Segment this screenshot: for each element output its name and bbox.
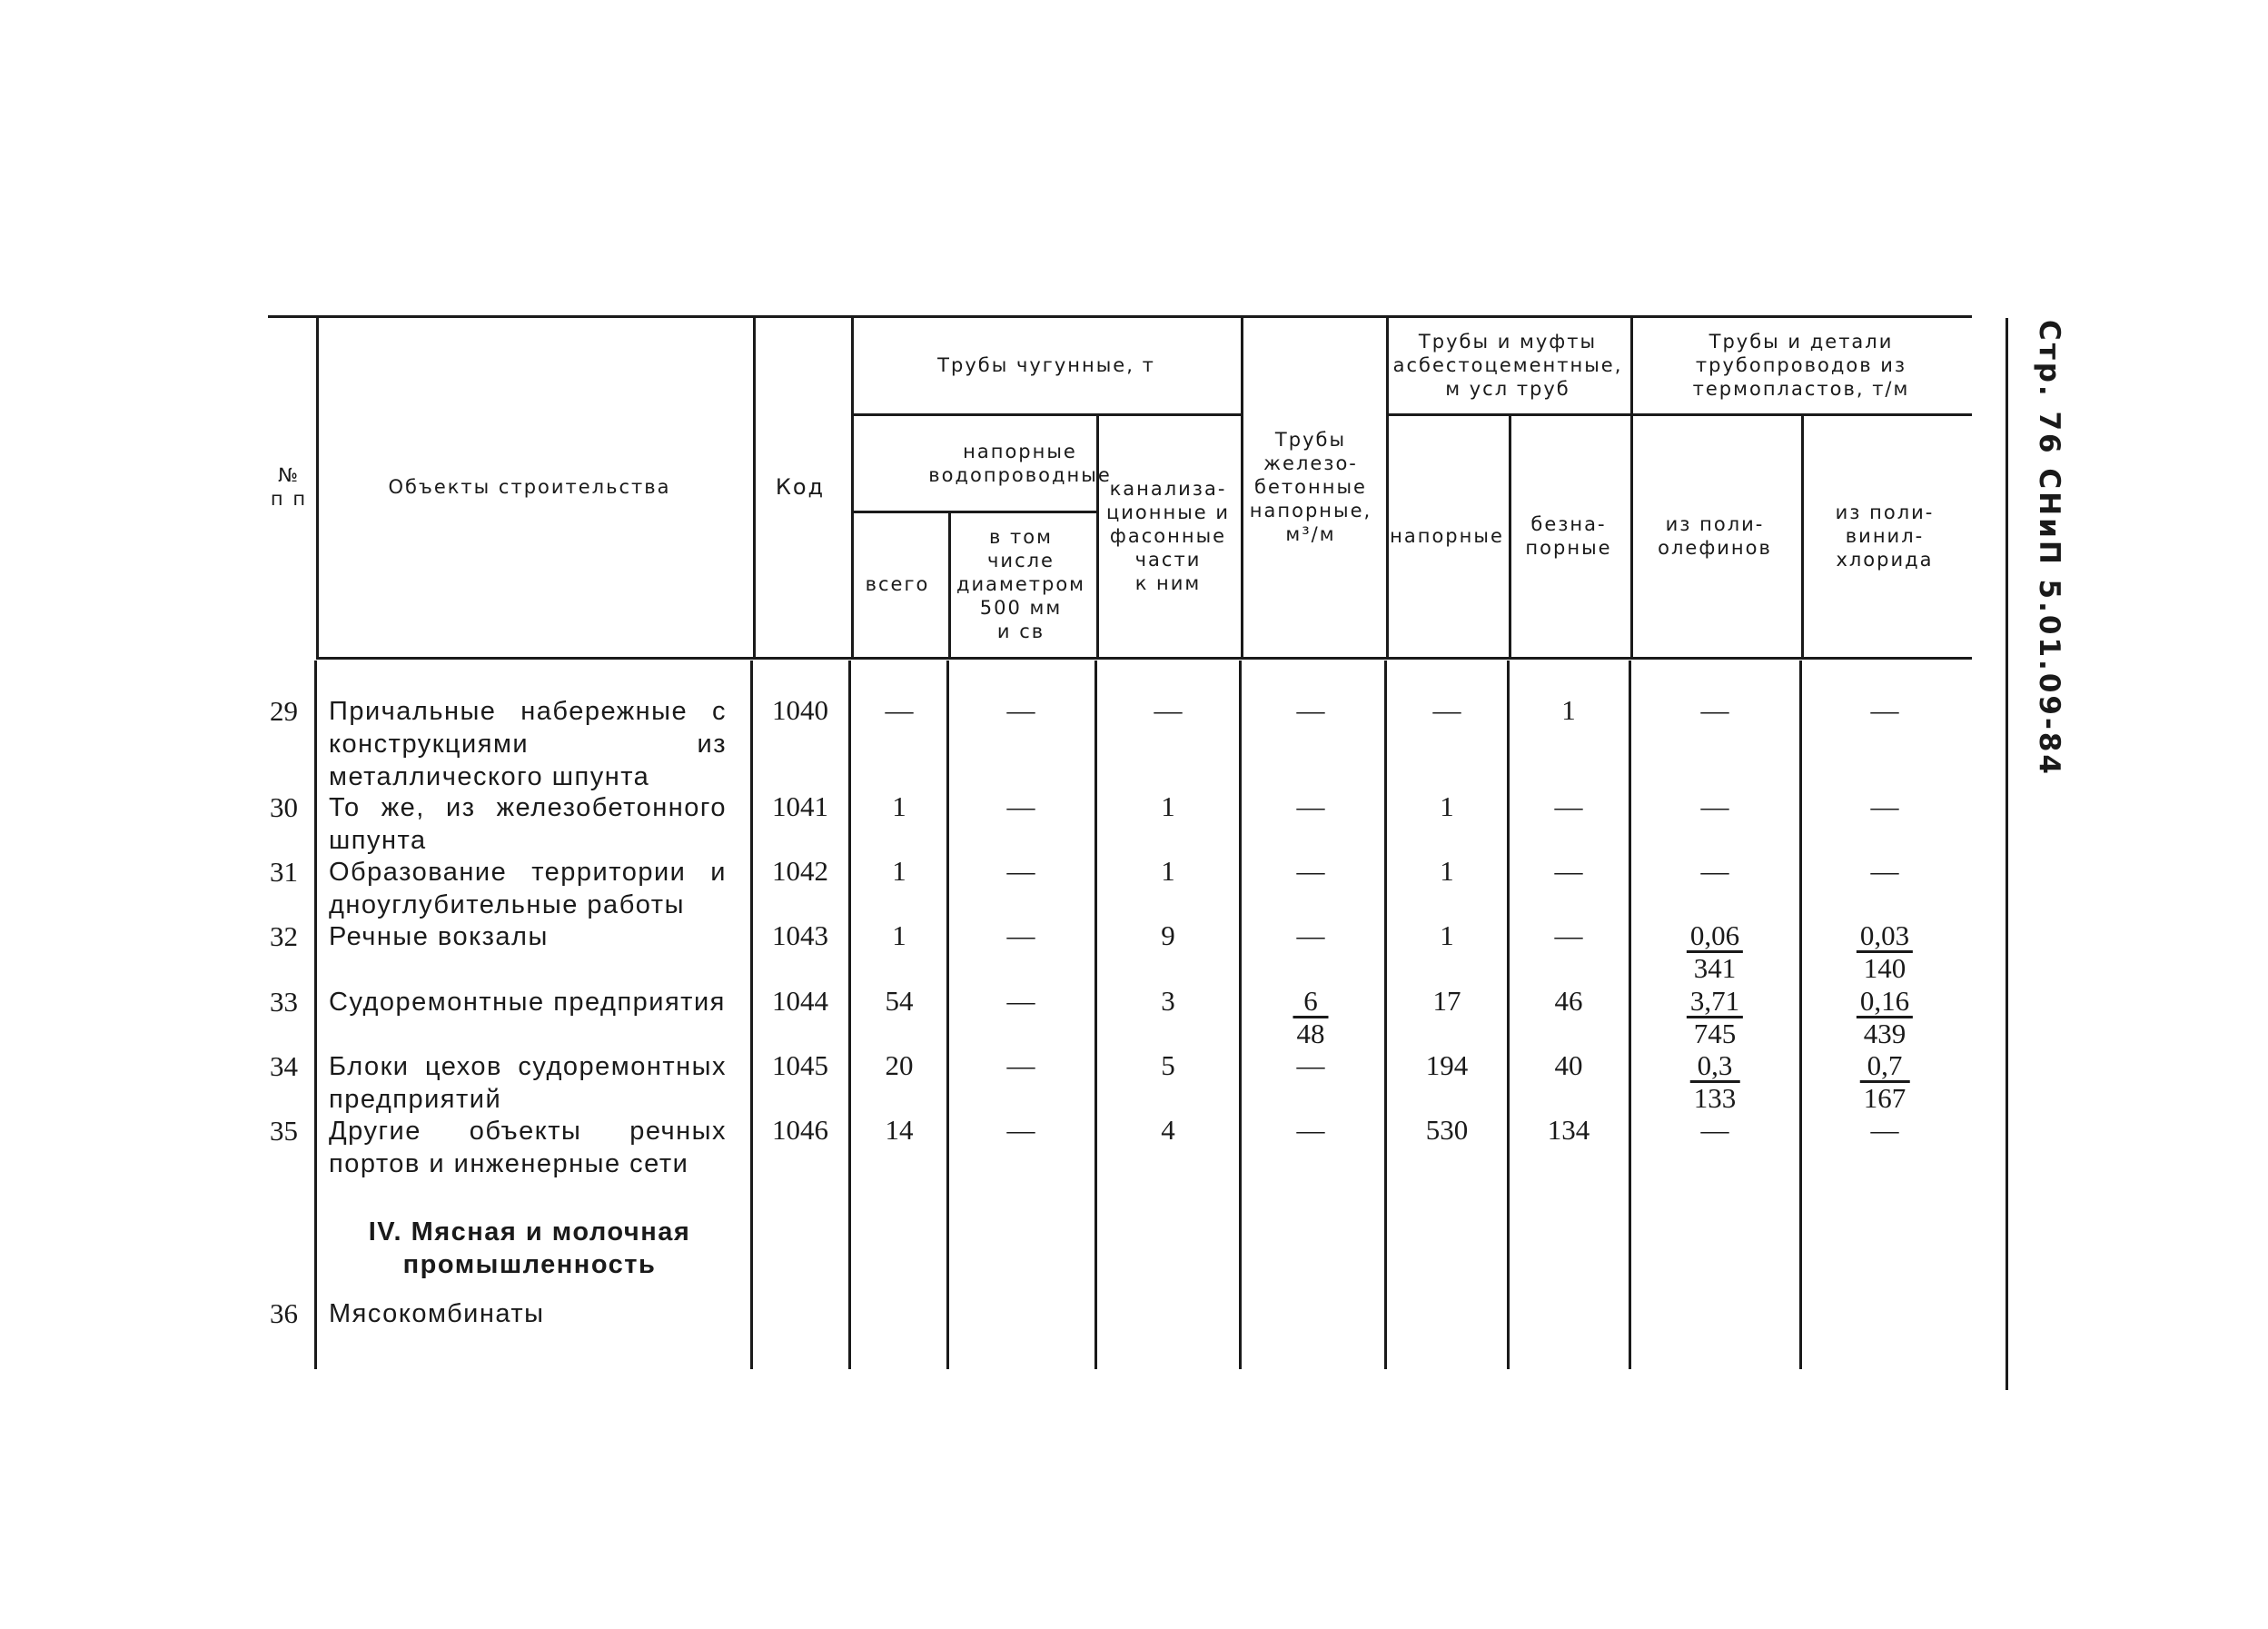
page-label: Стр. 76 СНиП 5.01.09-84 bbox=[2033, 320, 2065, 777]
fraction-cell-c4 bbox=[1293, 986, 1329, 1048]
header-cast-iron: Трубы чугунные, т bbox=[937, 354, 1155, 376]
header-objects: Объекты строительства bbox=[388, 476, 671, 498]
value-cell-c1: 1 bbox=[892, 919, 906, 951]
fraction-cell-c4-numerator: 6 bbox=[1293, 986, 1329, 1018]
value-cell-c1: 1 bbox=[892, 790, 906, 822]
value-cell-c6: 40 bbox=[1554, 1049, 1583, 1081]
object-name: Образование территории и дноуглубительные работы bbox=[329, 858, 727, 919]
body-vline-c3 bbox=[1239, 661, 1242, 1369]
header-vline-c7 bbox=[1801, 413, 1804, 657]
value-cell-c1: 1 bbox=[892, 855, 906, 887]
code-cell: 1041 bbox=[772, 790, 828, 822]
value-cell-c7: — bbox=[1700, 855, 1729, 887]
fraction-cell-c7 bbox=[1687, 986, 1743, 1048]
body-vline-c4 bbox=[1384, 661, 1387, 1369]
value-cell-c8: — bbox=[1870, 694, 1899, 726]
fraction-cell-c8-denominator: 439 bbox=[1863, 1018, 1907, 1049]
header-pressure-water: напорные водопроводные bbox=[928, 441, 1112, 486]
fraction-cell-c7-denominator: 745 bbox=[1693, 1018, 1737, 1049]
section-heading: IV. Мясная и молочная промышленность bbox=[368, 1217, 691, 1279]
header-vline-c6 bbox=[1630, 318, 1633, 657]
value-cell-c8: — bbox=[1870, 1114, 1899, 1146]
value-cell-c7: — bbox=[1700, 790, 1729, 822]
fraction-cell-c8 bbox=[1857, 986, 1913, 1048]
value-cell-c4: — bbox=[1296, 694, 1325, 726]
fraction-cell-c7-numerator: 0,06 bbox=[1687, 920, 1743, 953]
row-number: 31 bbox=[270, 856, 298, 888]
header-reinforced: Трубы железо- бетонные напорные, м³/м bbox=[1249, 429, 1372, 545]
value-cell-c1: — bbox=[885, 694, 914, 726]
value-cell-c5: 1 bbox=[1440, 919, 1454, 951]
header-diam500: в том числе диаметром 500 мм и св bbox=[956, 526, 1086, 642]
value-cell-c4: — bbox=[1296, 919, 1325, 951]
object-name: Причальные набережные с конструкциями из металлического шпунта bbox=[329, 697, 727, 791]
header-total: всего bbox=[865, 573, 930, 595]
value-cell-c2: — bbox=[1006, 1114, 1035, 1146]
header-vline-c3 bbox=[1241, 318, 1243, 657]
value-cell-c4: — bbox=[1296, 790, 1325, 822]
value-cell-c5: 530 bbox=[1425, 1114, 1469, 1146]
code-cell: 1042 bbox=[772, 855, 828, 887]
value-cell-c3: 3 bbox=[1161, 985, 1175, 1017]
value-cell-c7: — bbox=[1700, 694, 1729, 726]
header-vline-code bbox=[851, 318, 854, 657]
row-number: 33 bbox=[270, 986, 298, 1018]
value-cell-c4: — bbox=[1296, 1049, 1325, 1081]
value-cell-c7: — bbox=[1700, 1114, 1729, 1146]
value-cell-c5: 194 bbox=[1425, 1049, 1469, 1081]
value-cell-c5: 1 bbox=[1440, 855, 1454, 887]
fraction-cell-c7-denominator: 133 bbox=[1693, 1082, 1737, 1114]
body-vline-obj bbox=[750, 661, 753, 1369]
fraction-cell-c8-numerator: 0,03 bbox=[1857, 920, 1913, 953]
header-asb-pressure: напорные bbox=[1390, 525, 1504, 547]
body-vline-c7 bbox=[1799, 661, 1802, 1369]
header-vline-num bbox=[316, 318, 319, 657]
value-cell-c8: — bbox=[1870, 790, 1899, 822]
value-cell-c6: 46 bbox=[1554, 985, 1583, 1017]
value-cell-c6: — bbox=[1554, 790, 1583, 822]
row-number: 30 bbox=[270, 791, 298, 823]
header-rule-level2b bbox=[1388, 413, 1972, 416]
row-number: 35 bbox=[270, 1115, 298, 1147]
body-vline-c1 bbox=[946, 661, 949, 1369]
object-name: То же, из железобетонного шпунта bbox=[329, 793, 727, 855]
header-polyolefin: из поли- олефинов bbox=[1658, 513, 1772, 559]
body-vline-c5 bbox=[1507, 661, 1510, 1369]
fraction-cell-c8-numerator: 0,16 bbox=[1857, 986, 1913, 1018]
value-cell-c2: — bbox=[1006, 1049, 1035, 1081]
row-number: 36 bbox=[270, 1297, 298, 1329]
fraction-cell-c7-numerator: 0,3 bbox=[1690, 1050, 1740, 1083]
value-cell-c3: 5 bbox=[1161, 1049, 1175, 1081]
header-pvc: из поли- винил- хлорида bbox=[1835, 502, 1935, 571]
value-cell-c4: — bbox=[1296, 855, 1325, 887]
value-cell-c2: — bbox=[1006, 855, 1035, 887]
value-cell-c2: — bbox=[1006, 694, 1035, 726]
code-cell: 1040 bbox=[772, 694, 828, 726]
header-bottom-rule bbox=[316, 657, 1972, 660]
object-name: Речные вокзалы bbox=[329, 922, 549, 951]
value-cell-c1: 14 bbox=[885, 1114, 914, 1146]
value-cell-c2: — bbox=[1006, 790, 1035, 822]
value-cell-c6: 134 bbox=[1547, 1114, 1590, 1146]
value-cell-c3: 4 bbox=[1161, 1114, 1175, 1146]
value-cell-c1: 20 bbox=[885, 1049, 914, 1081]
value-cell-c2: — bbox=[1006, 919, 1035, 951]
body-vline-code bbox=[848, 661, 851, 1369]
value-cell-c6: — bbox=[1554, 919, 1583, 951]
object-name: Мясокомбинаты bbox=[329, 1299, 545, 1328]
code-cell: 1043 bbox=[772, 919, 828, 951]
body-vline-c6 bbox=[1629, 661, 1631, 1369]
header-rule-level2 bbox=[851, 413, 1243, 416]
fraction-cell-c8-denominator: 140 bbox=[1863, 952, 1907, 984]
header-num: № п п bbox=[270, 464, 308, 510]
header-asbestos: Трубы и муфты асбестоцементные, м усл труб bbox=[1392, 331, 1623, 400]
row-number: 29 bbox=[270, 695, 298, 727]
fraction-cell-c8-numerator: 0,7 bbox=[1860, 1050, 1910, 1083]
header-vline-c1 bbox=[948, 511, 951, 657]
fraction-cell-c7-denominator: 341 bbox=[1693, 952, 1737, 984]
value-cell-c3: 9 bbox=[1161, 919, 1175, 951]
fraction-cell-c7 bbox=[1687, 920, 1743, 983]
fraction-cell-c7 bbox=[1690, 1050, 1740, 1113]
header-sewer: канализа- ционные и фасонные части к ним bbox=[1105, 478, 1231, 594]
value-cell-c5: 17 bbox=[1432, 985, 1461, 1017]
code-cell: 1045 bbox=[772, 1049, 828, 1081]
header-thermo: Трубы и детали трубопроводов из термопластов, т/м bbox=[1692, 331, 1910, 400]
fraction-cell-c4-denominator: 48 bbox=[1296, 1018, 1325, 1049]
object-name: Судоремонтные предприятия bbox=[329, 988, 726, 1017]
value-cell-c6: 1 bbox=[1561, 694, 1576, 726]
object-name: Другие объекты речных портов и инженерные сети bbox=[329, 1117, 727, 1178]
code-cell: 1044 bbox=[772, 985, 828, 1017]
header-code: Код bbox=[775, 474, 826, 500]
body-vline-num bbox=[314, 661, 317, 1369]
value-cell-c3: 1 bbox=[1161, 790, 1175, 822]
value-cell-c1: 54 bbox=[885, 985, 914, 1017]
value-cell-c5: — bbox=[1432, 694, 1461, 726]
value-cell-c3: — bbox=[1154, 694, 1183, 726]
row-number: 32 bbox=[270, 920, 298, 952]
side-rule bbox=[2006, 318, 2008, 1390]
header-vline-obj bbox=[753, 318, 756, 657]
row-number: 34 bbox=[270, 1050, 298, 1082]
header-rule-level3 bbox=[851, 511, 1096, 513]
value-cell-c6: — bbox=[1554, 855, 1583, 887]
body-vline-c2 bbox=[1094, 661, 1097, 1369]
fraction-cell-c7-numerator: 3,71 bbox=[1687, 986, 1743, 1018]
value-cell-c4: — bbox=[1296, 1114, 1325, 1146]
value-cell-c2: — bbox=[1006, 985, 1035, 1017]
header-asb-nonpressure: безна- порные bbox=[1525, 513, 1612, 559]
object-name: Блоки цехов судоремонтных предприятий bbox=[329, 1052, 727, 1114]
code-cell: 1046 bbox=[772, 1114, 828, 1146]
value-cell-c3: 1 bbox=[1161, 855, 1175, 887]
value-cell-c8: — bbox=[1870, 855, 1899, 887]
fraction-cell-c8 bbox=[1860, 1050, 1910, 1113]
table-top-rule bbox=[268, 315, 1972, 318]
value-cell-c5: 1 bbox=[1440, 790, 1454, 822]
header-vline-c5 bbox=[1509, 413, 1511, 657]
fraction-cell-c8 bbox=[1857, 920, 1913, 983]
fraction-cell-c8-denominator: 167 bbox=[1863, 1082, 1907, 1114]
header-vline-c4 bbox=[1386, 318, 1389, 657]
